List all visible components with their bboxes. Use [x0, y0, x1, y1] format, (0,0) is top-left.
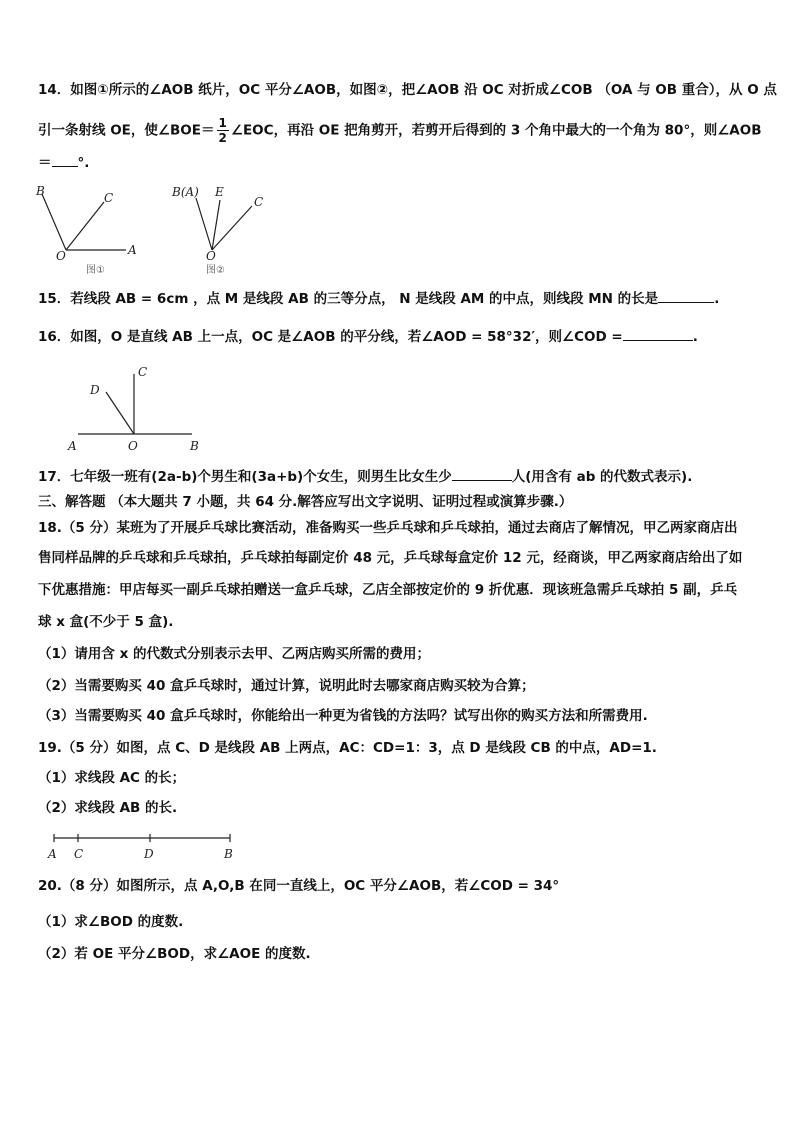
label-e: E	[215, 185, 224, 199]
label-d: D	[144, 847, 154, 861]
q18-line4: 球 x 盒(不少于 5 盒).	[38, 614, 174, 630]
ray-od	[106, 392, 134, 434]
q14-line2-start: 引一条射线 OE，使∠BOE＝	[38, 122, 215, 139]
q18-sub1: （1）请用含 x 的代数式分别表示去甲、乙两店购买所需的费用；	[38, 646, 431, 662]
ray-ob-oa	[196, 198, 212, 250]
q14-degree-mark: °.	[77, 155, 90, 171]
q15-answer-blank[interactable]	[658, 288, 714, 303]
q19-sub1: （1）求线段 AC 的长；	[38, 770, 186, 786]
label-a: A	[128, 243, 137, 257]
q16-period: .	[692, 329, 698, 345]
ray-ob	[42, 194, 66, 250]
q19-sub2: （2）求线段 AB 的长.	[38, 800, 178, 816]
q15-question: 15．若线段 AB = 6cm ，点 M 是线段 AB 的三等分点， N 是线段 AM 的中点，则线段 MN 的长是	[38, 291, 659, 307]
fraction-numerator: 1	[218, 116, 227, 130]
label-b: B	[190, 439, 199, 453]
label-o: O	[128, 439, 138, 453]
q14-line2-end: ∠EOC，再沿 OE 把角剪开，若剪开后得到的 3 个角中最大的一个角为 80°，则∠AOB	[230, 122, 762, 139]
q14-line2	[38, 116, 762, 145]
label-o: O	[56, 249, 66, 263]
q14-figure-1	[30, 184, 140, 274]
q14-answer-blank[interactable]	[52, 152, 78, 167]
label-b: B	[224, 847, 233, 861]
q20-text: 20.（8 分）如图所示，点 A,O,B 在同一直线上，OC 平分∠AOB，若∠COD = 34°	[38, 878, 560, 894]
section-3-heading: 三、解答题 （本大题共 7 小题，共 64 分.解答应写出文字说明、证明过程或演算步骤.）	[38, 494, 573, 510]
q14-equals: ＝	[38, 155, 52, 171]
q15-period: .	[714, 291, 720, 307]
q18-sub3: （3）当需要购买 40 盒乒乓球时，你能给出一种更为省钱的方法吗？试写出你的购买方法和所需费用.	[38, 708, 648, 724]
q16-answer-blank[interactable]	[623, 326, 693, 341]
q18-sub2: （2）当需要购买 40 盒乒乓球时，通过计算，说明此时去哪家商店购买较为合算；	[38, 678, 535, 694]
q17-question: 17．七年级一班有(2a-b)个男生和(3a+b)个女生，则男生比女生少	[38, 469, 452, 485]
ray-oc	[66, 202, 104, 250]
q16-text	[38, 326, 698, 347]
q14-fraction	[217, 116, 229, 145]
label-c: C	[254, 195, 264, 209]
caption-figure-2: 图②	[206, 265, 225, 274]
q20-sub1: （1）求∠BOD 的度数.	[38, 914, 184, 930]
label-c: C	[138, 365, 148, 379]
label-a: A	[48, 847, 57, 861]
label-b: B	[36, 184, 45, 198]
q17-suffix: 人(用含有 ab 的代数式表示).	[511, 469, 693, 485]
label-b-a: B(A)	[172, 185, 199, 199]
q15-text	[38, 288, 719, 309]
q14-line1: 14．如图①所示的∠AOB 纸片，OC 平分∠AOB，如图②，把∠AOB 沿 OC 对折成∠COB （OA 与 OB 重合），从 O 点	[38, 82, 777, 98]
q17-text	[38, 466, 692, 487]
q14-line3	[38, 152, 89, 173]
q19-text: 19.（5 分）如图，点 C、D 是线段 AB 上两点，AC：CD=1：3，点 D 是线段 CB 的中点，AD=1.	[38, 740, 657, 756]
label-a: A	[68, 439, 77, 453]
q18-line2: 售同样品牌的乒乓球和乒乓球拍，乒乓球拍每副定价 48 元，乒乓球每盒定价 12 元，经商谈，甲乙两家商店给出了如	[38, 550, 743, 566]
q20-sub2: （2）若 OE 平分∠BOD，求∠AOE 的度数.	[38, 946, 311, 962]
label-o: O	[206, 249, 216, 263]
q19-segment-figure	[40, 828, 240, 864]
q17-answer-blank[interactable]	[452, 466, 512, 481]
label-d: D	[90, 383, 100, 397]
q16-figure	[60, 360, 210, 454]
q14-figure-2	[168, 184, 278, 274]
label-c: C	[74, 847, 84, 861]
q18-line1: 18.（5 分）某班为了开展乒乓球比赛活动，准备购买一些乒乓球和乒乓球拍，通过去商店了解情况，甲乙两家商店出	[38, 520, 738, 536]
q18-line3: 下优惠措施：甲店每买一副乒乓球拍赠送一盒乒乓球，乙店全部按定价的 9 折优惠．现该班急需乒乓球拍 5 副，乒乓	[38, 582, 738, 598]
fraction-denominator: 2	[218, 131, 227, 145]
q16-question: 16．如图，O 是直线 AB 上一点，OC 是∠AOB 的平分线，若∠AOD = 58°32′，则∠COD =	[38, 329, 623, 345]
label-c: C	[104, 191, 114, 205]
caption-figure-1: 图①	[86, 265, 105, 274]
